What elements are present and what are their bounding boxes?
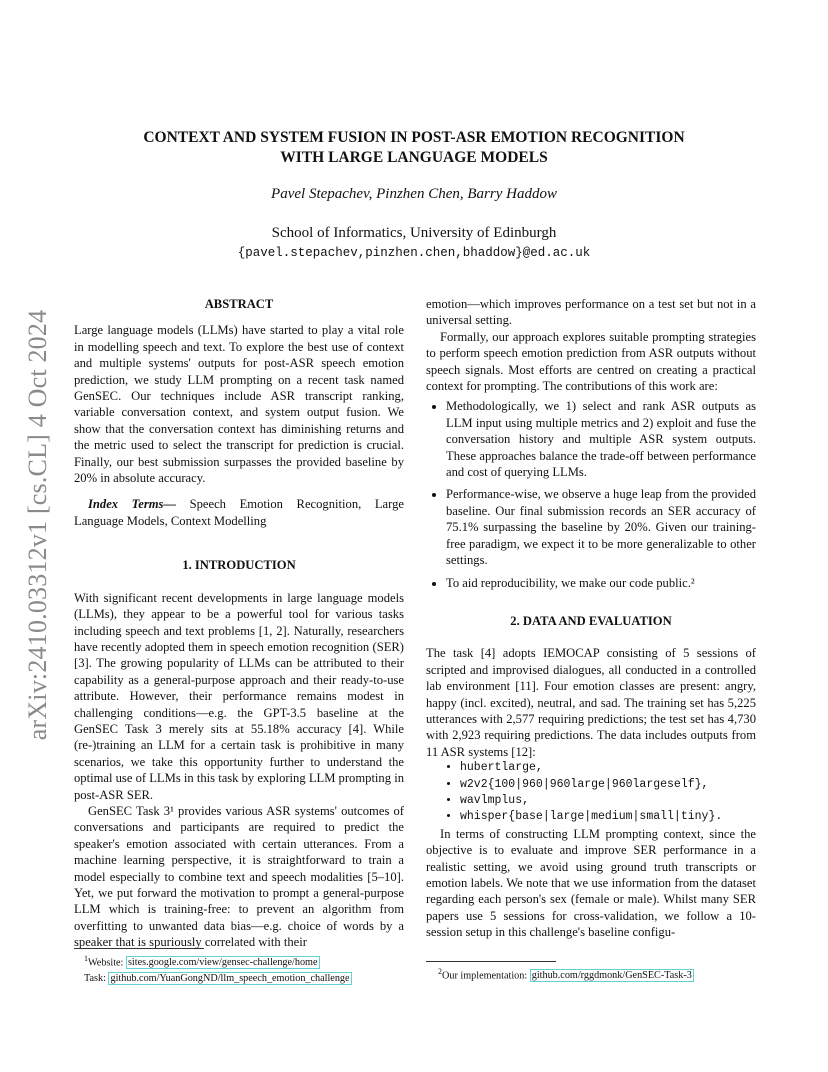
paper-title (0, 128, 828, 168)
right-paragraph-1: emotion—which improves performance on a test set but not in a universal setting. (426, 297, 756, 328)
asr-system-item: • whisper{base|large|medium|small|tiny}. (460, 809, 756, 825)
data-paragraph-1: The task [4] adopts IEMOCAP consisting of 5 sessions of scripted and improvised dialogues, all conducted in a controlled lab environment [11]. Four emotion classes are present: angry, happy (incl. excited), neutral, and sad. The training set has 5,225 utterances with 2,577 requiring predictions; the test set has 4,730 with 2,923 requiring predictions. The data includes outputs from 11 ASR systems [12]: (426, 646, 756, 759)
abstract-text: Large language models (LLMs) have started to play a vital role in modelling speech and text. To explore the best use of context and multiple systems' outputs for post-ASR speech emotion prediction, we study LLM prompting on a recent task named GenSEC. Our techniques include ASR transcript ranking, variable conversation context, and system output fusion. We show that the conversation context has diminishing returns and the metric used to select the transcript for prediction is crucial. Finally, our best submission surpasses the provided baseline by 20% in absolute accuracy. (74, 323, 404, 486)
contribution-item: • Methodologically, we 1) select and rank ASR outputs as LLM input using multiple metrics and 2) exploit and fuse the conversation history and multiple ASR system outputs. These approaches balance the trade-off between performance and cost of querying LLMs. (446, 398, 756, 480)
footnote-rule-right (426, 961, 556, 962)
footnote-2-label: Our implementation: (442, 970, 530, 982)
authors: Pavel Stepachev, Pinzhen Chen, Barry Haddow (271, 186, 557, 202)
asr-systems-list (426, 760, 756, 826)
data-heading: 2. DATA AND EVALUATION (510, 613, 672, 628)
title-line-1: CONTEXT AND SYSTEM FUSION IN POST-ASR EMOTION RECOGNITION (143, 129, 685, 146)
intro-paragraph-2: GenSEC Task 3¹ provides various ASR systems' outcomes of conversations and participants are required to predict the speaker's emotion associated with certain utterances. From a machine learning perspective, it is straightforward to train a model especially to combine text and speech modalities [5–10]. Yet, we put forward the motivation to prompt a general-purpose LLM which is training-free: to prevent an algorithm from overfitting to unwanted data bias—e.g. choice of words by a speaker that is spuriously correlated with their (74, 803, 404, 950)
contribution-item: • To aid reproducibility, we make our code public.² (446, 575, 756, 591)
right-paragraph-2: Formally, our approach explores suitable prompting strategies to perform speech emotion prediction from ASR outputs without speech signals. Most efforts are centred on creating a practical context for prompting. The contributions of this work are: (426, 329, 756, 394)
footnote-1b-label: Task: (84, 973, 109, 985)
left-column (74, 296, 404, 951)
contribution-item: • Performance-wise, we observe a huge leap from the provided baseline. Our final submission records an SER accuracy of 75.1% surpassing the baseline by 20%. Given our training-free paradigm, we expect it to be more generalizable to other settings. (446, 486, 756, 568)
title-line-2: WITH LARGE LANGUAGE MODELS (280, 149, 548, 166)
asr-system-item: • w2v2{100|960|960large|960largeself}, (460, 777, 756, 793)
data-paragraph-2: In terms of constructing LLM prompting context, since the objective is to evaluate and improve SER performance in a realistic setting, we avoid using ground truth transcripts or emotion labels. We note that we use information from the dataset regarding each person's sex (female or male). Whilst many SER papers use 5 sessions for cross-validation, we follow a 10-session setup in this challenge's baseline configu- (426, 826, 756, 940)
email: {pavel.stepachev,pinzhen.chen,bhaddow}@ed.ac.uk (237, 246, 591, 260)
index-terms-text: Speech Emotion Recognition, Large Language Models, Context Modelling (74, 497, 404, 528)
footnote-2-link[interactable]: github.com/rggdmonk/GenSEC-Task-3 (531, 970, 692, 982)
intro-heading: 1. INTRODUCTION (182, 558, 296, 573)
footnote-1b-link[interactable]: github.com/YuanGongND/llm_speech_emotion_challenge (110, 973, 350, 985)
index-terms-label: Index Terms— (88, 497, 177, 512)
footnote-rule-left (74, 948, 204, 949)
index-terms (74, 496, 404, 529)
arxiv-id-text: arXiv:2410.03312v1 [cs.CL] 4 Oct 2024 (23, 309, 52, 741)
footnote-2: $^2$Our implementation: github.com/rggdmonk/GenSEC-Task-3 (438, 967, 692, 982)
footnote-1: $^1$Website: sites.google.com/view/gensec-challenge/home Task: github.com/YuanGongND/llm_speech_emotion_challenge (84, 954, 350, 985)
affiliation: School of Informatics, University of Edinburgh (271, 225, 557, 241)
footnote-1-link[interactable]: sites.google.com/view/gensec-challenge/home (127, 957, 318, 969)
asr-system-item: • hubertlarge, (460, 760, 756, 776)
footnote-1-label: Website: (88, 957, 126, 969)
arxiv-identifier (18, 290, 58, 760)
right-column (426, 296, 756, 941)
abstract-heading: ABSTRACT (204, 297, 274, 311)
asr-system-item: • wavlmplus, (460, 793, 756, 809)
intro-paragraph-1: With significant recent developments in large language models (LLMs), they appear to be a powerful tool for various tasks including speech and text problems [1, 2]. Naturally, researchers have recently adopted them in speech emotion recognition (SER) [3]. The growing popularity of LLMs can be attributed to their capability as a general-purpose approach and their ready-to-use attribute. However, their performance remains modest in challenging conditions—e.g. the GPT-3.5 baseline at the GenSEC Task 3 merely sits at 55.18% accuracy [4]. While (re-)training an LLM for a certain task is prohibitive in many scenarios, we take this opportunity further to understand the optimal use of LLMs in this task by exploring LLM prompting in post-ASR SER. (74, 590, 404, 802)
contributions-list (426, 398, 756, 590)
